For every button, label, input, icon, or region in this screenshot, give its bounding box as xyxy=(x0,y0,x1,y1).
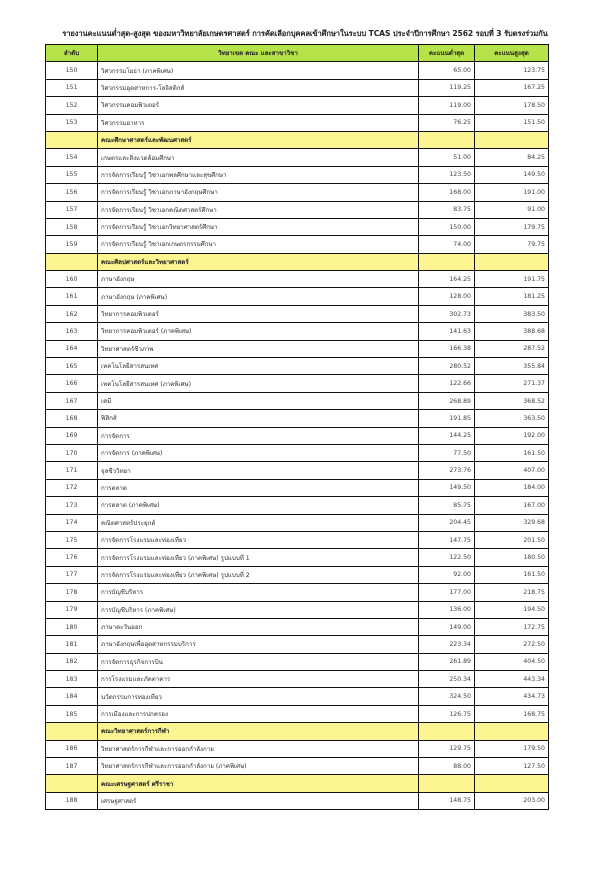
row-number: 179 xyxy=(46,601,98,618)
max-score: 184.00 xyxy=(475,479,549,496)
min-score: 164.25 xyxy=(419,271,475,288)
table-row xyxy=(46,479,549,496)
min-score: 147.75 xyxy=(419,531,475,548)
row-number: 181 xyxy=(46,636,98,653)
max-score: 161.50 xyxy=(475,444,549,461)
min-score: 141.63 xyxy=(419,323,475,340)
program-name: การจัดการโรงแรมและท่องเที่ยว (ภาคพิเศษ) รูปแบบที่ 2 xyxy=(98,566,419,583)
program-name: วิทยาการคอมพิวเตอร์ (ภาคพิเศษ) xyxy=(98,323,419,340)
header-program: วิทยาเขต คณะ และสาขาวิชา xyxy=(98,45,419,62)
program-name: การเมืองและการปกครอง xyxy=(98,705,419,722)
min-score: 77.50 xyxy=(419,444,475,461)
program-name: วิศวกรรมอุตสาหการ-โลจิสติกส์ xyxy=(98,79,419,96)
row-number: 162 xyxy=(46,305,98,322)
table-row xyxy=(46,653,549,670)
row-number: 167 xyxy=(46,392,98,409)
program-name: การจัดการเรียนรู้ วิชาเอกเกษตรกรรมศึกษา xyxy=(98,236,419,253)
max-score: 84.25 xyxy=(475,149,549,166)
table-row xyxy=(46,427,549,444)
program-name: วิทยาศาสตร์ชีวภาพ xyxy=(98,340,419,357)
table-row xyxy=(46,514,549,531)
min-score xyxy=(419,723,475,740)
table-row xyxy=(46,671,549,688)
max-score: 168.75 xyxy=(475,705,549,722)
min-score: 149.50 xyxy=(419,479,475,496)
min-score: 166.38 xyxy=(419,340,475,357)
faculty-row xyxy=(46,775,549,792)
table-row xyxy=(46,636,549,653)
row-number xyxy=(46,131,98,148)
max-score: 178.50 xyxy=(475,97,549,114)
max-score: 167.00 xyxy=(475,497,549,514)
min-score: 128.00 xyxy=(419,288,475,305)
faculty-name: คณะวิทยาศาสตร์การกีฬา xyxy=(98,723,419,740)
min-score: 92.00 xyxy=(419,566,475,583)
max-score: 368.52 xyxy=(475,392,549,409)
faculty-row xyxy=(46,253,549,270)
min-score: 74.00 xyxy=(419,236,475,253)
table-row xyxy=(46,97,549,114)
max-score xyxy=(475,723,549,740)
max-score xyxy=(475,131,549,148)
min-score: 168.00 xyxy=(419,184,475,201)
min-score: 324.50 xyxy=(419,688,475,705)
max-score: 355.84 xyxy=(475,358,549,375)
table-row xyxy=(46,340,549,357)
max-score: 167.25 xyxy=(475,79,549,96)
faculty-name: คณะเศรษฐศาสตร์ ศรีราชา xyxy=(98,775,419,792)
program-name: การบัญชีบริหาร xyxy=(98,584,419,601)
row-number: 168 xyxy=(46,410,98,427)
min-score: 123.50 xyxy=(419,166,475,183)
program-name: ฟิสิกส์ xyxy=(98,410,419,427)
max-score: 151.50 xyxy=(475,114,549,131)
program-name: วิศวกรรมอาหาร xyxy=(98,114,419,131)
max-score: 404.50 xyxy=(475,653,549,670)
program-name: ภาษาอังกฤษเพื่ออุตสาหกรรมบริการ xyxy=(98,636,419,653)
table-row xyxy=(46,410,549,427)
row-number: 169 xyxy=(46,427,98,444)
table-row xyxy=(46,288,549,305)
table-row xyxy=(46,271,549,288)
program-name: การจัดการเรียนรู้ วิชาเอกภาษาอังกฤษศึกษา xyxy=(98,184,419,201)
max-score xyxy=(475,775,549,792)
min-score xyxy=(419,775,475,792)
row-number: 187 xyxy=(46,758,98,775)
row-number: 159 xyxy=(46,236,98,253)
program-name: การตลาด (ภาคพิเศษ) xyxy=(98,497,419,514)
row-number: 175 xyxy=(46,531,98,548)
min-score: 191.85 xyxy=(419,410,475,427)
min-score: 88.00 xyxy=(419,758,475,775)
min-score: 129.75 xyxy=(419,740,475,757)
table-row xyxy=(46,444,549,461)
row-number: 157 xyxy=(46,201,98,218)
faculty-row xyxy=(46,131,549,148)
row-number: 170 xyxy=(46,444,98,461)
table-row xyxy=(46,758,549,775)
min-score: 148.75 xyxy=(419,792,475,809)
min-score: 144.25 xyxy=(419,427,475,444)
row-number: 154 xyxy=(46,149,98,166)
table-row xyxy=(46,792,549,809)
row-number: 161 xyxy=(46,288,98,305)
row-number: 172 xyxy=(46,479,98,496)
table-row xyxy=(46,601,549,618)
table-row xyxy=(46,201,549,218)
table-row xyxy=(46,236,549,253)
max-score: 181.25 xyxy=(475,288,549,305)
table-row xyxy=(46,114,549,131)
program-name: การจัดการโรงแรมและท่องเที่ยว xyxy=(98,531,419,548)
max-score: 201.50 xyxy=(475,531,549,548)
row-number: 155 xyxy=(46,166,98,183)
min-score: 83.75 xyxy=(419,201,475,218)
program-name: การจัดการ (ภาคพิเศษ) xyxy=(98,444,419,461)
table-row xyxy=(46,566,549,583)
table-row xyxy=(46,549,549,566)
max-score: 194.50 xyxy=(475,601,549,618)
table-row xyxy=(46,218,549,235)
min-score: 136.00 xyxy=(419,601,475,618)
program-name: การจัดการเรียนรู้ วิชาเอกคณิตศาสตร์ศึกษา xyxy=(98,201,419,218)
program-name: นวัตกรรมการท่องเที่ยว xyxy=(98,688,419,705)
report-title: รายงานคะแนนต่ำสุด-สูงสุด ของมหาวิทยาลัยเกษตรศาสตร์ การคัดเลือกบุคคลเข้าศึกษาในระบบ TCAS ประจำปีการศึกษา 2562 รอบที่ 3 รับตรงร่วมกัน xyxy=(62,29,548,38)
table-row xyxy=(46,305,549,322)
min-score: 177.00 xyxy=(419,584,475,601)
row-number: 188 xyxy=(46,792,98,809)
min-score: 204.45 xyxy=(419,514,475,531)
program-name: วิทยาศาสตร์การกีฬาและการออกกำลังกาย (ภาคพิเศษ) xyxy=(98,758,419,775)
max-score: 179.50 xyxy=(475,740,549,757)
program-name: การจัดการเรียนรู้ วิชาเอกพลศึกษาและสุขศึกษา xyxy=(98,166,419,183)
table-row xyxy=(46,618,549,635)
max-score: 218.75 xyxy=(475,584,549,601)
score-table xyxy=(45,44,549,810)
min-score: 150.00 xyxy=(419,218,475,235)
program-name: วิศวกรรมโยธา (ภาคพิเศษ) xyxy=(98,62,419,79)
table-row xyxy=(46,62,549,79)
program-name: เทคโนโลยีสารสนเทศ xyxy=(98,358,419,375)
program-name: วิทยาการคอมพิวเตอร์ xyxy=(98,305,419,322)
min-score: 65.00 xyxy=(419,62,475,79)
row-number: 153 xyxy=(46,114,98,131)
row-number: 180 xyxy=(46,618,98,635)
table-row xyxy=(46,705,549,722)
max-score: 191.75 xyxy=(475,271,549,288)
min-score: 85.75 xyxy=(419,497,475,514)
max-score: 161.50 xyxy=(475,566,549,583)
min-score: 119.25 xyxy=(419,79,475,96)
program-name: การจัดการโรงแรมและท่องเที่ยว (ภาคพิเศษ) รูปแบบที่ 1 xyxy=(98,549,419,566)
table-header-row xyxy=(46,45,549,62)
max-score: 127.50 xyxy=(475,758,549,775)
row-number: 160 xyxy=(46,271,98,288)
row-number: 158 xyxy=(46,218,98,235)
table-row xyxy=(46,584,549,601)
row-number: 184 xyxy=(46,688,98,705)
faculty-row xyxy=(46,723,549,740)
max-score: 443.34 xyxy=(475,671,549,688)
program-name: การจัดการ xyxy=(98,427,419,444)
row-number: 166 xyxy=(46,375,98,392)
row-number: 173 xyxy=(46,497,98,514)
row-number: 186 xyxy=(46,740,98,757)
max-score: 388.68 xyxy=(475,323,549,340)
program-name: การจัดการเรียนรู้ วิชาเอกวิทยาศาสตร์ศึกษา xyxy=(98,218,419,235)
max-score: 91.00 xyxy=(475,201,549,218)
table-row xyxy=(46,149,549,166)
max-score: 203.00 xyxy=(475,792,549,809)
max-score: 191.00 xyxy=(475,184,549,201)
max-score: 363.50 xyxy=(475,410,549,427)
table-row xyxy=(46,392,549,409)
min-score: 126.75 xyxy=(419,705,475,722)
row-number: 178 xyxy=(46,584,98,601)
min-score: 122.66 xyxy=(419,375,475,392)
table-row xyxy=(46,531,549,548)
max-score: 329.68 xyxy=(475,514,549,531)
header-min-score: คะแนนต่ำสุด xyxy=(419,45,475,62)
max-score: 79.75 xyxy=(475,236,549,253)
table-row xyxy=(46,166,549,183)
max-score: 434.73 xyxy=(475,688,549,705)
program-name: วิทยาศาสตร์การกีฬาและการออกกำลังกาย xyxy=(98,740,419,757)
program-name: ภาษาอังกฤษ (ภาคพิเศษ) xyxy=(98,288,419,305)
table-row xyxy=(46,740,549,757)
program-name: การโรงแรมและภัตตาคาร xyxy=(98,671,419,688)
min-score: 280.52 xyxy=(419,358,475,375)
row-number: 164 xyxy=(46,340,98,357)
row-number: 156 xyxy=(46,184,98,201)
program-name: เกษตรและสิ่งแวดล้อมศึกษา xyxy=(98,149,419,166)
min-score: 119.00 xyxy=(419,97,475,114)
max-score: 149.50 xyxy=(475,166,549,183)
min-score: 261.89 xyxy=(419,653,475,670)
table-row xyxy=(46,358,549,375)
program-name: จุลชีววิทยา xyxy=(98,462,419,479)
max-score: 383.50 xyxy=(475,305,549,322)
row-number: 152 xyxy=(46,97,98,114)
min-score: 250.34 xyxy=(419,671,475,688)
max-score: 123.75 xyxy=(475,62,549,79)
min-score: 149.00 xyxy=(419,618,475,635)
row-number: 176 xyxy=(46,549,98,566)
program-name: เทคโนโลยีสารสนเทศ (ภาคพิเศษ) xyxy=(98,375,419,392)
table-row xyxy=(46,323,549,340)
max-score: 271.37 xyxy=(475,375,549,392)
row-number: 183 xyxy=(46,671,98,688)
min-score: 51.00 xyxy=(419,149,475,166)
max-score: 287.52 xyxy=(475,340,549,357)
row-number: 171 xyxy=(46,462,98,479)
program-name: เศรษฐศาสตร์ xyxy=(98,792,419,809)
max-score xyxy=(475,253,549,270)
min-score: 273.76 xyxy=(419,462,475,479)
table-row xyxy=(46,497,549,514)
min-score xyxy=(419,253,475,270)
program-name: ภาษาอังกฤษ xyxy=(98,271,419,288)
table-row xyxy=(46,375,549,392)
program-name: คณิตศาสตร์ประยุกต์ xyxy=(98,514,419,531)
program-name: เคมี xyxy=(98,392,419,409)
program-name: การบัญชีบริหาร (ภาคพิเศษ) xyxy=(98,601,419,618)
row-number: 177 xyxy=(46,566,98,583)
max-score: 272.50 xyxy=(475,636,549,653)
min-score xyxy=(419,131,475,148)
table-row xyxy=(46,184,549,201)
row-number: 174 xyxy=(46,514,98,531)
row-number xyxy=(46,253,98,270)
faculty-name: คณะศิลปศาสตร์และวิทยาศาสตร์ xyxy=(98,253,419,270)
program-name: วิศวกรรมคอมพิวเตอร์ xyxy=(98,97,419,114)
header-order: ลำดับ xyxy=(46,45,98,62)
max-score: 179.75 xyxy=(475,218,549,235)
min-score: 302.73 xyxy=(419,305,475,322)
max-score: 180.50 xyxy=(475,549,549,566)
min-score: 268.89 xyxy=(419,392,475,409)
max-score: 407.00 xyxy=(475,462,549,479)
row-number: 151 xyxy=(46,79,98,96)
row-number xyxy=(46,775,98,792)
header-max-score: คะแนนสูงสุด xyxy=(475,45,549,62)
min-score: 76.25 xyxy=(419,114,475,131)
table-row xyxy=(46,79,549,96)
row-number: 182 xyxy=(46,653,98,670)
row-number: 185 xyxy=(46,705,98,722)
max-score: 192.00 xyxy=(475,427,549,444)
program-name: การตลาด xyxy=(98,479,419,496)
min-score: 223.34 xyxy=(419,636,475,653)
row-number xyxy=(46,723,98,740)
table-row xyxy=(46,688,549,705)
row-number: 150 xyxy=(46,62,98,79)
row-number: 163 xyxy=(46,323,98,340)
max-score: 172.75 xyxy=(475,618,549,635)
table-body xyxy=(46,62,549,810)
program-name: ภาษาตะวันออก xyxy=(98,618,419,635)
row-number: 165 xyxy=(46,358,98,375)
program-name: การจัดการธุรกิจการบิน xyxy=(98,653,419,670)
table-row xyxy=(46,462,549,479)
faculty-name: คณะศึกษาศาสตร์และพัฒนศาสตร์ xyxy=(98,131,419,148)
min-score: 122.50 xyxy=(419,549,475,566)
